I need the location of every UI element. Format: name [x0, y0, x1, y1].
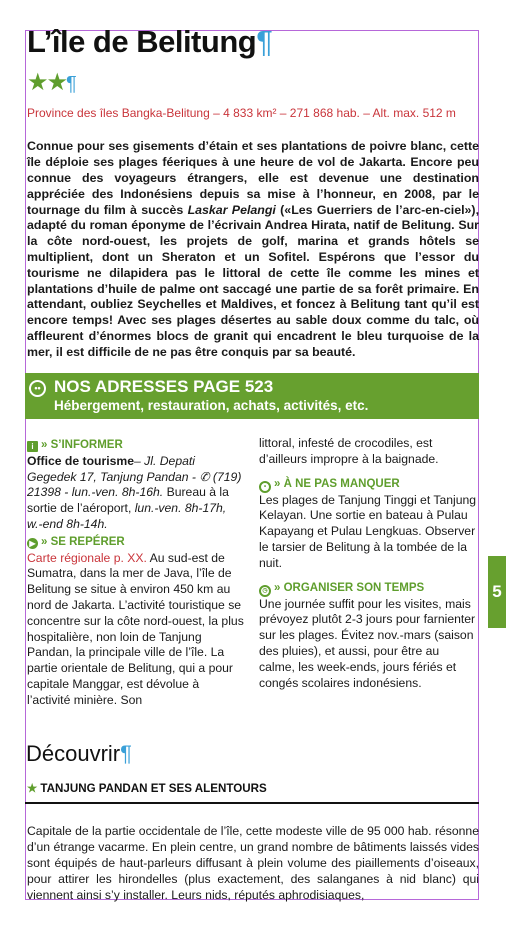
office-address: – Jl. Depati Gegedek 17, Tanjung Pandan - ✆ (719) 21398 - lun.-ven. 8h-16h.	[27, 453, 242, 500]
film-title: Laskar Pelangi	[187, 202, 276, 217]
reperer-heading	[27, 535, 245, 551]
reperer-text	[27, 551, 245, 709]
stars-icon: ★★	[27, 69, 67, 96]
page-title	[27, 24, 272, 60]
reperer-body: Au sud-est de Sumatra, dans la mer de Java, l’île de Belitung se situe à environ 450 km au nord de Jakarta. L’activité touristique se concentre sur la côte nord-ouest, la plus hospitalière, non loin de Tanjung Pandan, la principale ville de l’île. La partie orientale de Belitung, qui a pour capitale Manggar, est dévolue à l’activité minière. Son	[27, 550, 244, 707]
discover-heading	[26, 741, 132, 767]
ne-pas-manquer-heading-text: » À NE PAS MANQUER	[274, 477, 400, 490]
discover-text: Découvrir	[26, 741, 121, 766]
title-text: L’île de Belitung	[27, 24, 257, 59]
map-reference-link[interactable]: Carte régionale p. XX.	[27, 550, 147, 565]
pilcrow-mark: ¶	[120, 741, 132, 766]
pilcrow-mark: ¶	[66, 73, 75, 95]
smile-icon: •	[259, 481, 271, 493]
addresses-banner[interactable]	[25, 373, 479, 419]
left-column	[27, 436, 245, 709]
airport-text: Bureau à la sortie de l’aéroport,	[27, 485, 229, 516]
organiser-heading	[259, 581, 477, 597]
subsection-text: TANJUNG PANDAN ET SES ALENTOURS	[40, 782, 267, 795]
informer-text	[27, 454, 245, 533]
organiser-heading-text: » ORGANISER SON TEMPS	[274, 581, 425, 594]
star-icon: ★	[27, 782, 38, 795]
reperer-heading-text: » SE REPÉRER	[41, 535, 125, 548]
airport-hours: lun.-ven. 8h-17h, w.-end 8h-14h.	[27, 501, 227, 531]
pilcrow-mark: ¶	[256, 24, 273, 59]
rating-stars	[27, 68, 75, 97]
office-label: Office de tourisme	[27, 453, 135, 468]
page-tab: 5	[488, 556, 506, 628]
play-icon: ▶	[27, 538, 38, 549]
owl-icon: ••	[29, 380, 46, 397]
intro-text-a: Connue pour ses gisements d’étain et ses plantations de poivre blanc, cette île déploie ses plages féeriques à une heure de vol de Jakarta. Encore peu connue des voyageurs étrangers, elle est devenue une destination appréciée des Indonésiens depuis sa mise à l’honneur, en 2008, par le tournage du film à succès	[27, 139, 479, 217]
banner-subtitle: Hébergement, restauration, achats, activités, etc.	[54, 398, 369, 413]
informer-heading	[27, 438, 245, 454]
ne-pas-manquer-heading	[259, 477, 477, 493]
ne-pas-manquer-text: Les plages de Tanjung Tinggi et Tanjung Kelayan. Une sortie en bateau à Pulau Kapayang et Pulau Lengkuas. Observer le tarsier de Belitung à la tombée de la nuit.	[259, 492, 477, 570]
province-info: Province des îles Bangka-Belitung – 4 833 km² – 271 868 hab. – Alt. max. 512 m	[27, 106, 456, 120]
intro-paragraph	[27, 139, 479, 360]
section-divider	[25, 802, 479, 804]
clock-icon: ◷	[259, 585, 271, 597]
right-column	[259, 436, 477, 691]
subsection-heading	[27, 781, 267, 795]
intro-text-c: («Les Guerriers de l’arc-en-ciel»), adapté du roman éponyme de l’écrivain Andrea Hirata, natif de Belitung. Sur la côte nord-ouest, les projets de golf, marina et grands hôtels se multiplient, dont un Sheraton et un Sofitel. Espérons que l’essor du tourisme ne dilapidera pas le littoral de cette île comme les mines et plantations d’huile de palme ont saccagé une partie de sa forêt primaire. En attendant, oubliez Seychelles et Maldives, et foncez à Belitung tant qu’il est encore temps! Avec ses plages désertes au sable doux comme du talc, où affleurent d’énormes blocs de granit qui encadrent le bleu turquoise de la mer, il est difficile de ne pas être conquis par sa beauté.	[27, 202, 480, 359]
organiser-text: Une journée suffit pour les visites, mais prévoyez plutôt 2-3 jours pour farnienter sur les plages. Évitez nov.-mars (saison des pluies), et aussi, pour être au calme, les week-ends, jours fériés et congés scolaires indonésiens.	[259, 596, 476, 690]
informer-heading-text: » S’INFORMER	[41, 439, 123, 451]
body-paragraph: Capitale de la partie occidentale de l’île, cette modeste ville de 95 000 hab. résonne d’un étrange vacarme. En plein centre, un grand nombre de bâtiments laissés vides sont équipés de haut-parleurs diffusant à plein volume des piaillements d’oiseaux, pour attirer les hirondelles (plus exactement, des salanganes à nid blanc) qui viennent ainsi s’y installer. Leurs nids, réputés aphrodisiaques,	[27, 824, 479, 903]
banner-title: NOS ADRESSES PAGE 523	[54, 377, 274, 396]
info-icon: i	[27, 441, 38, 452]
right-top-text: littoral, infesté de crocodiles, est d’ailleurs impropre à la baignade.	[259, 436, 439, 466]
